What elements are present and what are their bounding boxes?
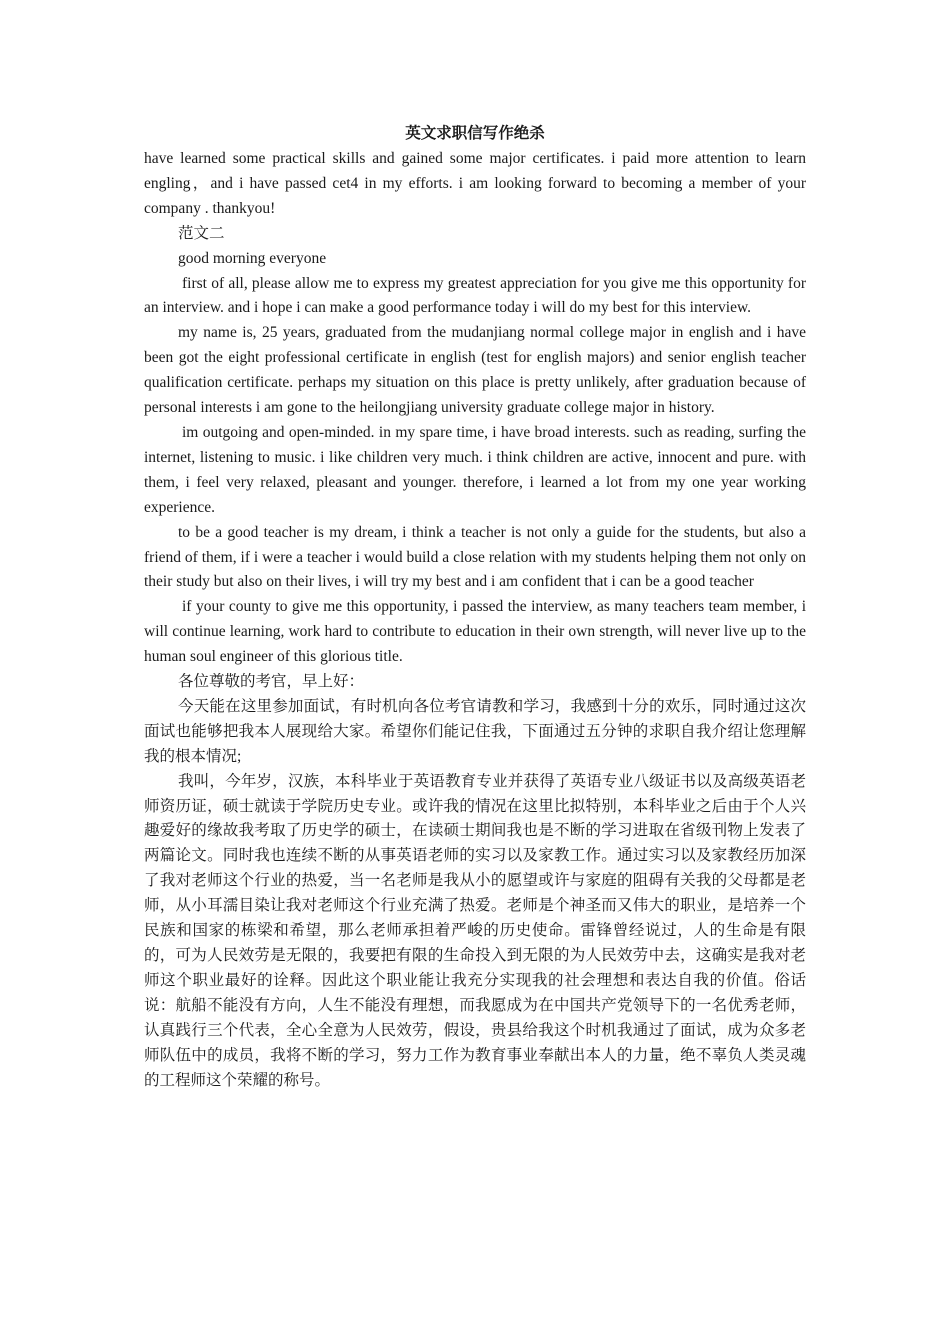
paragraph-cn-body: 我叫，今年岁，汉族，本科毕业于英语教育专业并获得了英语专业八级证书以及高级英语老师资历证，硕士就读于学院历史专业。或许我的情况在这里比拟特别，本科毕业之后由于个人兴趣爱好的缘故我考取了历史学的硕士，在读硕士期间我也是不断的学习进取在省级刊物上发表了两篇论文。同时我也连续不断的从事英语老师的实习以及家教工作。通过实习以及家教经历加深了我对老师这个行业的热爱，当一名老师是我从小的愿望或许与家庭的阻碍有关我的父母都是老师，从小耳濡目染让我对老师这个行业充满了热爱。老师是个神圣而又伟大的职业，是培养一个民族和国家的栋梁和希望，那么老师承担着严峻的历史使命。雷锋曾经说过，人的生命是有限的，可为人民效劳是无限的，我要把有限的生命投入到无限的为人民效劳中去，这确实是我对老师这个职业最好的诠释。因此这个职业能让我充分实现我的社会理想和表达自我的价值。俗话说：航船不能没有方向，人生不能没有理想，而我愿成为在中国共产党领导下的一名优秀老师，认真践行三个代表，全心全意为人民效劳，假设，贵县给我这个时机我通过了面试，成为众多老师队伍中的成员，我将不断的学习，努力工作为教育事业奉献出本人的力量，绝不辜负人类灵魂的工程师这个荣耀的称号。 — [144, 772, 806, 1089]
paragraph-sample-heading: 范文二 — [178, 224, 225, 242]
paragraph-education: my name is, 25 years, graduated from the mudanjiang normal college major in english and i have been got the eight professional certificate in english (test for english majors) and senior english teacher qualification certificate. perhaps my situation on this place is pretty unlikely, after graduation because of personal interests i am gone to the heilongjiang university graduate college major in history. — [144, 324, 806, 417]
paragraph-greeting: good morning everyone — [178, 249, 327, 267]
paragraph-cn-greeting: 各位尊敬的考官，早上好： — [178, 673, 365, 691]
document-title: 英文求职信写作绝杀 — [405, 125, 545, 142]
document-page — [144, 121, 806, 1093]
paragraph-personality: im outgoing and open-minded. in my spare time, i have broad interests. such as reading, surfing the internet, listening to music. i like children very much. i think children are active, innocent and pure. with them, i feel very relaxed, pleasant and younger. therefore, i learned a lot from my one year working experience. — [144, 423, 806, 516]
paragraph-intro-continuation: have learned some practical skills and gained some major certificates. i paid more attention to learn engling，and i have passed cet4 in my efforts. i am looking forward to becoming a member of your company . thankyou! — [144, 150, 806, 217]
paragraph-cn-intro: 今天能在这里参加面试，有时机向各位考官请教和学习，我感到十分的欢乐，同时通过这次面试也能够把我本人展现给大家。希望你们能记住我，下面通过五分钟的求职自我介绍让您理解我的根本情况; — [144, 697, 806, 765]
paragraph-appreciation: first of all, please allow me to express my greatest appreciation for you give me this opportunity for an interview. and i hope i can make a good performance today i will do my best for this interview. — [144, 274, 806, 317]
paragraph-closing: if your county to give me this opportunity, i passed the interview, as many teachers team member, i will continue learning, work hard to contribute to education in their own strength, will never live up to the human soul engineer of this glorious title. — [144, 598, 806, 666]
paragraph-dream: to be a good teacher is my dream, i think a teacher is not only a guide for the students, but also a friend of them, if i were a teacher i would build a close relation with my students helping them not only on their study but also on their lives, i will try my best and i am confident that i can be a good teacher — [144, 523, 806, 591]
